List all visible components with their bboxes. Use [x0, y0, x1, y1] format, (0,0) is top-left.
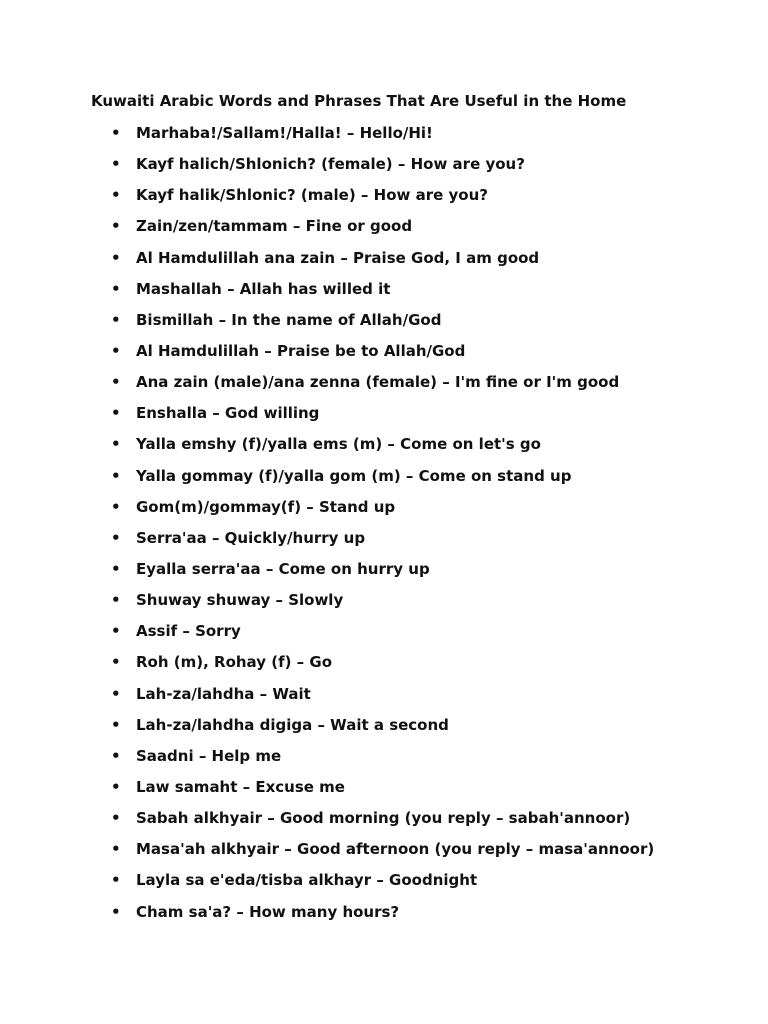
bullet-icon: • — [111, 622, 121, 641]
phrase-item — [0, 590, 768, 621]
bullet-icon: • — [111, 248, 121, 267]
bullet-icon: • — [111, 497, 121, 516]
phrase-text: Cham sa'a? – How many hours? — [136, 902, 400, 921]
bullet-icon: • — [111, 186, 121, 205]
phrase-text: Shuway shuway – Slowly — [136, 591, 344, 610]
bullet-icon: • — [111, 840, 121, 859]
phrase-item — [0, 684, 768, 715]
phrase-text: Assif – Sorry — [136, 622, 241, 641]
bullet-icon: • — [111, 528, 121, 547]
phrase-text: Yalla gommay (f)/yalla gom (m) – Come on stand up — [136, 466, 572, 485]
phrase-item — [0, 310, 768, 341]
bullet-icon: • — [111, 653, 121, 672]
bullet-icon: • — [111, 684, 121, 703]
phrase-item — [0, 559, 768, 590]
phrase-item — [0, 123, 768, 154]
bullet-icon: • — [111, 279, 121, 298]
phrase-item — [0, 777, 768, 808]
phrase-item — [0, 621, 768, 652]
phrase-text: Layla sa e'eda/tisba alkhayr – Goodnight — [136, 871, 478, 890]
phrase-item — [0, 715, 768, 746]
phrase-text: Mashallah – Allah has willed it — [136, 279, 391, 298]
bullet-icon: • — [111, 466, 121, 485]
phrase-item — [0, 839, 768, 870]
phrase-text: Al Hamdulillah ana zain – Praise God, I am good — [136, 248, 540, 267]
phrase-text: Lah-za/lahdha digiga – Wait a second — [136, 715, 449, 734]
phrase-text: Enshalla – God willing — [136, 404, 320, 423]
phrase-text: Gom(m)/gommay(f) – Stand up — [136, 497, 396, 516]
phrase-text: Bismillah – In the name of Allah/God — [136, 310, 442, 329]
bullet-icon: • — [111, 809, 121, 828]
bullet-icon: • — [111, 310, 121, 329]
phrase-text: Lah-za/lahdha – Wait — [136, 684, 311, 703]
phrase-text: Al Hamdulillah – Praise be to Allah/God — [136, 341, 466, 360]
bullet-icon: • — [111, 591, 121, 610]
phrase-text: Marhaba!/Sallam!/Halla! – Hello/Hi! — [136, 124, 433, 142]
phrase-item — [0, 652, 768, 683]
bullet-icon: • — [111, 341, 121, 360]
bullet-icon: • — [111, 871, 121, 890]
phrase-text: Eyalla serra'aa – Come on hurry up — [136, 559, 430, 578]
phrase-item — [0, 528, 768, 559]
phrase-item — [0, 372, 768, 403]
bullet-icon: • — [111, 746, 121, 765]
phrase-item — [0, 403, 768, 434]
phrase-item — [0, 808, 768, 839]
phrase-text: Masa'ah alkhyair – Good afternoon (you reply – masa'annoor) — [136, 840, 655, 859]
document-title: Kuwaiti Arabic Words and Phrases That Are Useful in the Home — [91, 92, 627, 110]
phrase-item — [0, 902, 768, 933]
phrase-text: Ana zain (male)/ana zenna (female) – I'm fine or I'm good — [136, 373, 620, 392]
bullet-icon: • — [111, 435, 121, 454]
phrase-item — [0, 341, 768, 372]
phrase-item — [0, 434, 768, 465]
phrase-item — [0, 216, 768, 247]
phrase-text: Law samaht – Excuse me — [136, 777, 345, 796]
bullet-icon: • — [111, 404, 121, 423]
phrase-item — [0, 497, 768, 528]
phrase-text: Roh (m), Rohay (f) – Go — [136, 653, 333, 672]
phrase-text: Kayf halik/Shlonic? (male) – How are you? — [136, 186, 488, 205]
phrase-text: Serra'aa – Quickly/hurry up — [136, 528, 366, 547]
phrase-text: Sabah alkhyair – Good morning (you reply – sabah'annoor) — [136, 809, 631, 828]
bullet-icon: • — [111, 902, 121, 921]
phrase-item — [0, 746, 768, 777]
phrase-text: Saadni – Help me — [136, 746, 282, 765]
phrase-list — [0, 123, 768, 933]
bullet-icon: • — [111, 373, 121, 392]
phrase-text: Zain/zen/tammam – Fine or good — [136, 217, 413, 236]
bullet-icon: • — [111, 777, 121, 796]
phrase-item — [0, 279, 768, 310]
bullet-icon: • — [111, 124, 121, 142]
phrase-item — [0, 466, 768, 497]
phrase-item — [0, 248, 768, 279]
phrase-item — [0, 870, 768, 901]
phrase-text: Yalla emshy (f)/yalla ems (m) – Come on let's go — [136, 435, 541, 454]
bullet-icon: • — [111, 559, 121, 578]
phrase-item — [0, 154, 768, 185]
bullet-icon: • — [111, 217, 121, 236]
bullet-icon: • — [111, 155, 121, 174]
phrase-text: Kayf halich/Shlonich? (female) – How are you? — [136, 155, 525, 174]
bullet-icon: • — [111, 715, 121, 734]
phrase-item — [0, 185, 768, 216]
